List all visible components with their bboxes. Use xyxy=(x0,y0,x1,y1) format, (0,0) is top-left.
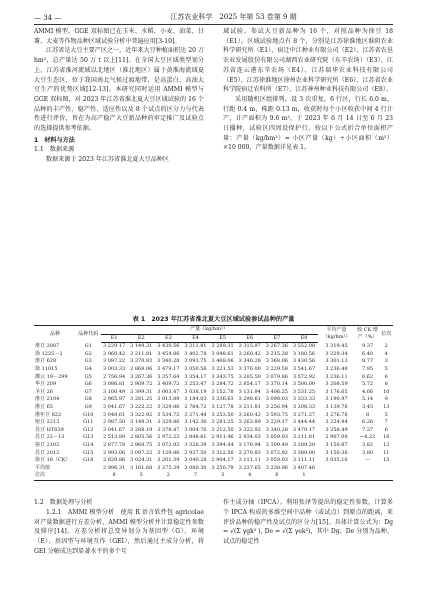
variety-name-cell: 徐 11015 xyxy=(35,365,58,372)
variety-name-cell: 淮年豆 822 xyxy=(35,411,62,418)
yield-cell: 3 253.50 xyxy=(211,411,234,418)
variety-code-cell: G9 xyxy=(84,403,92,410)
yield-cell: 3 003.47 xyxy=(157,388,180,395)
paragraph: 江苏省是大豆主要产区之一，近年来大豆种植面积达 20 万 hm²，总产量达 50 万 t 以上[11]。在全国大豆区域类型划分上，江苏省淮河流域以北地区（淮北地区）属于黄淮海流域夏大豆生态区，位于我国南北气候过渡地带，是高蛋白、高油大豆生产的优势区域[12-13]。本研究同时运用 AMMI 模型与 GGE 双标图，对 2023 年江苏省淮北夏大豆区域试验的 16 个品种的丰产性、稳产性、适应性以及 8 个试点的区分力与代表性进行评价，旨在为高产稳产大豆新品种的审定推广及试验点的选择提供参考依据。 xyxy=(34,47,204,133)
yield-cell: 3 048.61 xyxy=(211,350,234,357)
yield-cell: 3 267.36 xyxy=(265,343,288,350)
header-env: E8 xyxy=(290,334,317,343)
variety-name-cell: 淮豆 2007 xyxy=(35,342,60,349)
increase-rate-cell: 8.77 xyxy=(361,358,374,365)
yield-cell: 3 357.64 xyxy=(157,373,180,380)
variety-code-cell: G11 xyxy=(83,419,94,426)
yield-cell: 3 038.19 xyxy=(184,388,207,395)
mean-yield-cell xyxy=(318,472,356,480)
table-row xyxy=(34,404,393,412)
table-row xyxy=(34,343,393,351)
rank-cell: 10 xyxy=(383,388,390,395)
yield-cell: 2 784.72 xyxy=(184,403,207,410)
yield-cell: 3 407.46 xyxy=(292,464,316,471)
table-row xyxy=(34,450,393,458)
variety-code-cell: G6 xyxy=(84,381,92,388)
variety-name-cell: 圣豆 26 xyxy=(35,388,53,395)
yield-cell: 3 354.17 xyxy=(184,373,207,380)
right-column xyxy=(223,27,393,153)
yield-cell: 3 149.31 xyxy=(130,343,153,350)
header-env: E1 xyxy=(101,334,128,343)
header-env: E3 xyxy=(155,334,182,343)
yield-cell: 3 368.06 xyxy=(265,358,288,365)
increase-rate-cell: 4.66 xyxy=(361,388,374,395)
yield-cell: 3 340.28 xyxy=(238,358,261,365)
variety-name-cell: 宿豆 2213 xyxy=(35,419,60,426)
yield-cell: 3 097.22 xyxy=(102,358,126,365)
yield-cell: 2 934.03 xyxy=(238,434,261,441)
yield-cell: 3 336.63 xyxy=(211,396,234,403)
yield-cell: 3 370.14 xyxy=(265,381,288,388)
variety-name-cell: 淮豆 628 xyxy=(35,358,57,365)
paragraph: 作主成分轴（IPCA）。利用张泽等提出的稳定性参数，计算多个 IPCA 构成的多维空间中品种（或试点）到原点的距离，来评价品种的稳产性及试点的区分力[15]。具体计算公式为：Dg = √(Σ γgk² ), De = √(Σ γek²)，其中 Dg、De 分别为品种、试点的稳定性 xyxy=(223,499,393,546)
yield-cell: 3 260.42 xyxy=(238,411,261,418)
table-row xyxy=(34,419,393,427)
rank-cell: 8 xyxy=(384,381,388,388)
variety-code-cell: G15 xyxy=(83,449,94,456)
yield-cell: 3 275.39 xyxy=(157,464,180,471)
yield-cell: 3 100.49 xyxy=(102,388,126,395)
yield-cell: 2 937.50 xyxy=(184,449,207,456)
yield-cell: 2 904.17 xyxy=(211,457,234,464)
yield-cell: 3 093.75 xyxy=(184,358,207,365)
mean-yield-cell: 2 907.08 xyxy=(325,434,348,441)
yield-cell: 2 805.56 xyxy=(130,434,153,441)
rank-cell: 6 xyxy=(384,373,388,380)
yield-cell: 3 284.72 xyxy=(211,381,234,388)
yield-cell: 3 263.89 xyxy=(238,419,261,426)
subsection-heading: 1.1 数据来源 xyxy=(34,146,75,154)
header-mean: 平均产量（kg/hm²） xyxy=(318,326,356,343)
table-row xyxy=(34,396,393,404)
paragraph: 1.2.1 AMMI 模型分析 使用 R 语言软件包 agricolae 对产量数据进行方差分析、AMMI 模型分析并计算稳定性参数及排序[14]。方差分析将总变异划分为基因型（G）、环境（E）、基因型与环境互作（GEI），然后通过主成分分析，将 GEI 分解成达到显著水平的多个互 xyxy=(34,508,204,555)
variety-code-cell: G13 xyxy=(83,434,94,441)
yield-cell: 3 552.08 xyxy=(292,343,316,350)
mean-yield-cell: 3 224.94 xyxy=(325,419,348,426)
yield-cell: 1 xyxy=(290,472,317,480)
rank-cell: 11 xyxy=(383,449,390,456)
yield-cell: 2 968.75 xyxy=(130,441,153,448)
yield-cell: 3 212.50 xyxy=(211,426,234,433)
mean-yield-cell: 3 208.59 xyxy=(325,381,348,388)
yield-cell: 3 048.61 xyxy=(102,411,126,418)
variety-name-cell: 徐 1225－2 xyxy=(35,350,63,357)
yield-cell: 3 260.42 xyxy=(238,350,261,357)
yield-cell: 3 322.92 xyxy=(130,411,153,418)
yield-cell: 2 996.31 xyxy=(102,464,126,471)
yield-cell: 3 326.39 xyxy=(184,441,207,448)
mean-yield-cell: 3 319.45 xyxy=(325,342,348,349)
table-row xyxy=(34,465,393,473)
yield-cell: 7 xyxy=(182,472,209,480)
variety-name-cell: 宿豆 2102 xyxy=(35,441,60,448)
rank-cell: 7 xyxy=(384,419,388,426)
paragraph: AMMI 模型、GGE 双标图已在玉米、水稻、小麦、油菜、甘薯、大麦等作物品种区域试验分析中普遍应用[3-10]。 xyxy=(34,28,204,45)
yield-cell: 3 500.00 xyxy=(292,381,316,388)
yield-cell: 3 541.67 xyxy=(292,365,316,372)
variety-name-cell: 苏豆 22－13 xyxy=(35,434,65,441)
table-row xyxy=(34,366,393,374)
variety-code-cell xyxy=(76,472,101,480)
yield-cell: 3 221.53 xyxy=(211,365,234,372)
yield-cell: 3 271.27 xyxy=(292,411,316,418)
table-row xyxy=(34,457,393,465)
yield-cell: 2 513.89 xyxy=(102,434,126,441)
mean-yield-cell: 3 258.49 xyxy=(325,426,348,433)
mean-yield-cell: 3 176.65 xyxy=(325,388,348,395)
variety-code-cell: G4 xyxy=(84,365,92,372)
yield-cell: 3 211.81 xyxy=(238,403,261,410)
rank-cell: 2 xyxy=(384,342,388,349)
increase-rate-cell: 6.26 xyxy=(361,419,374,426)
yield-cell: 3 288.19 xyxy=(130,426,153,433)
running-header xyxy=(34,8,393,25)
table-row xyxy=(34,389,393,397)
increase-rate-cell xyxy=(356,465,380,473)
rank-cell: 13 xyxy=(383,403,390,410)
mean-yield-cell: 3 035.16 xyxy=(325,457,348,464)
yield-cell: 3 072.92 xyxy=(157,441,180,448)
yield-cell: 3 149.31 xyxy=(130,419,153,426)
yield-cell: 3 127.78 xyxy=(211,403,234,410)
increase-rate-cell: 7.95 xyxy=(361,365,374,372)
variety-code-cell xyxy=(76,465,101,473)
header-rank: 位次 xyxy=(380,326,393,343)
yield-cell: 3 271.44 xyxy=(184,411,207,418)
yield-cell: 3 430.56 xyxy=(157,343,180,350)
yield-cell: 3 004.76 xyxy=(184,426,207,433)
yield-cell: 3 376.00 xyxy=(238,365,261,372)
yield-cell: 3 111.11 xyxy=(238,457,261,464)
variety-code-cell: G8 xyxy=(84,396,92,403)
yield-cell: 3 205.50 xyxy=(238,373,261,380)
mean-yield-cell: 3 150.87 xyxy=(325,441,348,448)
table-caption: 表 1 2023 年江苏省淮北夏大豆区域试验参试品种的产量 xyxy=(132,316,295,323)
yield-cell: 3 041.67 xyxy=(102,426,126,433)
yield-cell: 2 829.86 xyxy=(102,457,126,464)
variety-name-cell: 淮豆 2104 xyxy=(35,396,60,403)
yield-cell: 3 097.22 xyxy=(130,449,153,456)
variety-code-cell: G12 xyxy=(83,426,94,433)
rank-cell xyxy=(380,472,393,480)
yield-cell: 2 909.72 xyxy=(130,381,153,388)
mean-yield-cell: 3 190.97 xyxy=(325,396,348,403)
variety-code-cell: G1 xyxy=(84,342,92,349)
yield-cell: 3 315.97 xyxy=(238,343,261,350)
yield-cell: 2 972.22 xyxy=(157,434,180,441)
yield-cell: 3 003.33 xyxy=(102,365,126,372)
yield-cell: 2 xyxy=(155,472,182,480)
variety-name-cell: 平均值 xyxy=(35,464,51,471)
yield-cell: 3 253.47 xyxy=(184,381,207,388)
rank-cell xyxy=(380,465,393,473)
header-yield: 产量（kg/hm²） xyxy=(101,326,318,335)
rank-cell: 5 xyxy=(384,365,388,372)
mean-yield-cell: 3 276.76 xyxy=(325,411,348,418)
yield-cell: 3 024.31 xyxy=(130,457,153,464)
variety-name-cell: 苏豆 2012 xyxy=(35,449,60,456)
variety-code-cell: G10 xyxy=(83,411,94,418)
mean-yield-cell: 3 236.11 xyxy=(325,373,348,380)
yield-cell: 3 060.42 xyxy=(102,350,126,357)
table-row xyxy=(34,412,393,420)
yield-cell: 3 237.65 xyxy=(238,464,261,471)
yield-cell: 3 267.36 xyxy=(130,373,153,380)
table-row xyxy=(34,374,393,382)
yield-cell: 4 xyxy=(236,472,263,480)
yield-cell: 3 430.56 xyxy=(292,358,316,365)
rank-cell: 3 xyxy=(384,358,388,365)
paragraph: 数据来源于 2023 年江苏省淮北夏大豆品种区 xyxy=(46,156,169,164)
yield-cell: 3 298.61 xyxy=(238,396,261,403)
rank-cell: 9 xyxy=(384,396,388,403)
mean-yield-cell: 3 301.13 xyxy=(325,358,348,365)
variety-name-cell: 华豆 209 xyxy=(35,381,57,388)
yield-cell: 3 593.75 xyxy=(265,411,288,418)
yield-cell: 3 479.17 xyxy=(292,426,316,433)
yield-cell: 3 289.31 xyxy=(211,343,234,350)
yield-cell: 3 270.83 xyxy=(130,358,153,365)
paragraph: 采用随机区组排列，设 3 次重复，6 行区，行长 6.0 m，行距 0.4 m，株距 0.13 m，收获时每个小区收获中间 4 行计产，计产面积为 9.6 m²，于 2023 年 6 月 14 日至 6 月 23 日播种，试验区四周设保护行。按以下公式折合单位面积产量：产量（kg/hm²）= 小区产量（kg）÷小区面积（m²）×10 000，产量数据详见表 1。 xyxy=(223,95,393,152)
table-row xyxy=(34,442,393,450)
yield-cell: 3 180.56 xyxy=(292,350,316,357)
yield-cell: 3 080.30 xyxy=(184,464,207,471)
yield-cell: 3 131.94 xyxy=(238,388,261,395)
yield-cell: 3 329.86 xyxy=(157,419,180,426)
variety-code-cell: G5 xyxy=(84,373,92,380)
rank-cell: 4 xyxy=(384,350,388,357)
yield-cell: 2 911.46 xyxy=(211,434,234,441)
variety-name-cell: 徐豆 18（CK） xyxy=(35,457,71,464)
header-env: E5 xyxy=(209,334,236,343)
header-env: E7 xyxy=(263,334,290,343)
yield-cell: 3 041.67 xyxy=(102,403,126,410)
yield-cell: 2 877.78 xyxy=(102,441,126,448)
yield-cell: 3 394.44 xyxy=(211,441,234,448)
yield-cell: 3 281.25 xyxy=(211,419,234,426)
yield-cell: 3 176.94 xyxy=(238,441,261,448)
table-row xyxy=(34,427,393,435)
yield-cell: 3 572.92 xyxy=(292,373,316,380)
yield-cell: 3 229.17 xyxy=(265,419,288,426)
rank-cell: 6 xyxy=(384,426,388,433)
yield-cell: 3 399.31 xyxy=(130,388,153,395)
increase-rate-cell xyxy=(356,472,380,480)
yield-cell: 3 409.72 xyxy=(157,381,180,388)
rank-cell: 15 xyxy=(383,457,390,464)
yield-cell: 3 250.79 xyxy=(211,464,234,471)
yield-cell: 3 389.00 xyxy=(292,449,316,456)
table-body xyxy=(34,343,393,481)
yield-cell: 3 050.56 xyxy=(184,365,207,372)
increase-rate-cell: 9.37 xyxy=(361,342,374,349)
yield-cell: 3 079.86 xyxy=(265,373,288,380)
mean-yield-cell: 3 229.34 xyxy=(325,350,348,357)
yield-cell: 2 868.06 xyxy=(130,365,153,372)
header-variety: 品种 xyxy=(34,326,76,343)
table-row xyxy=(34,434,393,442)
increase-rate-cell: 3.80 xyxy=(361,449,374,456)
yield-cell: 3 531.25 xyxy=(292,388,316,395)
yield-table xyxy=(34,325,393,481)
increase-rate-cell: −4.22 xyxy=(359,434,376,441)
increase-rate-cell: 3.45 xyxy=(361,403,374,410)
increase-rate-cell: 3.82 xyxy=(361,441,374,448)
yield-cell: 3 208.33 xyxy=(292,403,316,410)
yield-cell: 2 848.61 xyxy=(184,434,207,441)
variety-code-cell: G2 xyxy=(84,350,92,357)
yield-cell: 2 993.06 xyxy=(102,449,126,456)
rank-cell: 5 xyxy=(384,411,388,418)
header-code: 品种代码 xyxy=(76,326,101,343)
table-row xyxy=(34,358,393,366)
mean-yield-cell: 3 236.48 xyxy=(325,365,348,372)
increase-rate-cell: 6.62 xyxy=(361,373,374,380)
yield-cell: 3 222.22 xyxy=(130,403,153,410)
yield-cell: 3 468.06 xyxy=(211,358,234,365)
yield-cell: 3 086.81 xyxy=(102,381,126,388)
yield-cell: 2 965.97 xyxy=(102,396,126,403)
page-number: — 34 — xyxy=(34,14,62,22)
variety-name-cell: 苏豆 HT039 xyxy=(35,426,64,433)
increase-rate-cell: — xyxy=(365,457,371,464)
yield-cell: 3 312.50 xyxy=(211,449,234,456)
yield-cell: 3 098.03 xyxy=(265,396,288,403)
table-row xyxy=(34,472,393,480)
yield-cell: 3 129.86 xyxy=(157,449,180,456)
yield-cell: 3 444.44 xyxy=(292,419,316,426)
yield-cell: 3 211.81 xyxy=(184,343,207,350)
yield-cell: 3 161.68 xyxy=(130,464,153,471)
yield-cell: 3 333.33 xyxy=(292,396,316,403)
table-row xyxy=(34,381,393,389)
yield-cell: 3 215.28 xyxy=(265,350,288,357)
mean-yield-cell: 3 139.76 xyxy=(325,403,348,410)
mean-yield-cell xyxy=(318,465,356,473)
header-env: E4 xyxy=(182,334,209,343)
yield-cell: 5 xyxy=(128,472,155,480)
yield-cell: 3 256.94 xyxy=(265,403,288,410)
yield-cell: 2 854.17 xyxy=(238,381,261,388)
yield-cell: 3 040.28 xyxy=(184,457,207,464)
yield-cell: 3 329.86 xyxy=(157,403,180,410)
yield-cell: 3 211.81 xyxy=(130,350,153,357)
paragraph: 域试验。参试大豆新品种为 16 个，对照品种为徐豆 18（E1）。区域试验地点有 8 个，分别是江苏徐淮地区淮阴农业科学研究所（E1）、宿迁中江种业有限公司（E2）、江苏省农垦农业发展股份有限公司湖西农业研究院（东辛农场）（E3）、江苏省连云港东辛农场（E4）、江苏瑞华农业科技有限公司（E5）、江苏徐淮地区徐州农业科学研究所（E6）、江苏省农业科学院宿迁农科所（E7）、江苏神州种业科技有限公司（E8）。 xyxy=(223,28,393,94)
header-rate: 较 CK 增产（%） xyxy=(356,326,380,343)
variety-name-cell: 淮豆 65 xyxy=(35,403,53,410)
yield-cell: 3 211.81 xyxy=(292,434,316,441)
increase-rate-cell: 5.72 xyxy=(361,381,374,388)
yield-cell: 3 479.17 xyxy=(157,365,180,372)
yield-cell: 3 378.47 xyxy=(157,426,180,433)
journal-title: 江苏农业科学 2025 年第 53 卷第 9 期 xyxy=(170,13,297,21)
variety-code-cell: G16 xyxy=(83,457,94,464)
table-row xyxy=(34,351,393,359)
variety-code-cell: G3 xyxy=(84,358,92,365)
header-env: E6 xyxy=(236,334,263,343)
rank-cell: 12 xyxy=(383,441,390,448)
yield-cell: 3 013.89 xyxy=(157,396,180,403)
yield-cell: 3 343.75 xyxy=(211,373,234,380)
yield-cell: 3 184.03 xyxy=(184,396,207,403)
yield-cell: 3 072.92 xyxy=(265,449,288,456)
yield-cell: 3 152.78 xyxy=(211,388,234,395)
variety-name-cell: 位次 xyxy=(34,472,76,480)
yield-cell: 3 534.72 xyxy=(157,411,180,418)
yield-cell: 3 100.49 xyxy=(265,441,288,448)
yield-cell: 3 340.28 xyxy=(157,358,180,365)
variety-name-cell: 灌云 19－299 xyxy=(35,373,68,380)
increase-rate-cell: 6.40 xyxy=(361,350,374,357)
yield-cell: 3 402.78 xyxy=(184,350,207,357)
bottom-right-column xyxy=(223,498,393,547)
increase-rate-cell: 5.14 xyxy=(361,396,374,403)
yield-cell: 8 xyxy=(101,472,128,480)
yield-cell: 3 111.11 xyxy=(292,457,316,464)
left-column xyxy=(34,27,204,165)
variety-code-cell: G14 xyxy=(83,441,94,448)
section-heading: 1 材料与方法 xyxy=(34,136,75,144)
yield-cell: 3 059.03 xyxy=(265,434,288,441)
yield-cell: 3 322.92 xyxy=(238,426,261,433)
yield-cell: 3 238.96 xyxy=(265,464,288,471)
yield-cell: 3 142.36 xyxy=(184,419,207,426)
yield-cell: 3 406.25 xyxy=(265,388,288,395)
increase-rate-cell: 7.37 xyxy=(361,426,374,433)
yield-cell: 3 281.25 xyxy=(130,396,153,403)
yield-cell: 3 201.39 xyxy=(157,457,180,464)
increase-rate-cell: 8 xyxy=(365,411,370,418)
header-env: E2 xyxy=(128,334,155,343)
yield-cell: 3 229.17 xyxy=(102,343,126,350)
rank-cell: 16 xyxy=(383,434,390,441)
yield-cell: 2 756.94 xyxy=(102,373,126,380)
bottom-left-column xyxy=(34,498,204,557)
yield-cell: 2 987.50 xyxy=(102,419,126,426)
mean-yield-cell: 3 150.36 xyxy=(325,449,348,456)
yield-cell: 3 xyxy=(209,472,236,480)
subsection-heading: 1.2 数据处理与分析 xyxy=(34,499,93,506)
yield-cell: 3 270.83 xyxy=(238,449,261,456)
yield-cell: 3 340.28 xyxy=(265,426,288,433)
yield-cell: 3 059.03 xyxy=(265,457,288,464)
variety-code-cell: G7 xyxy=(84,388,92,395)
yield-cell: 3 229.58 xyxy=(265,365,288,372)
yield-cell: 6 xyxy=(263,472,290,480)
yield-cell: 3 454.86 xyxy=(157,350,180,357)
yield-cell: 3 289.28 xyxy=(292,441,316,448)
